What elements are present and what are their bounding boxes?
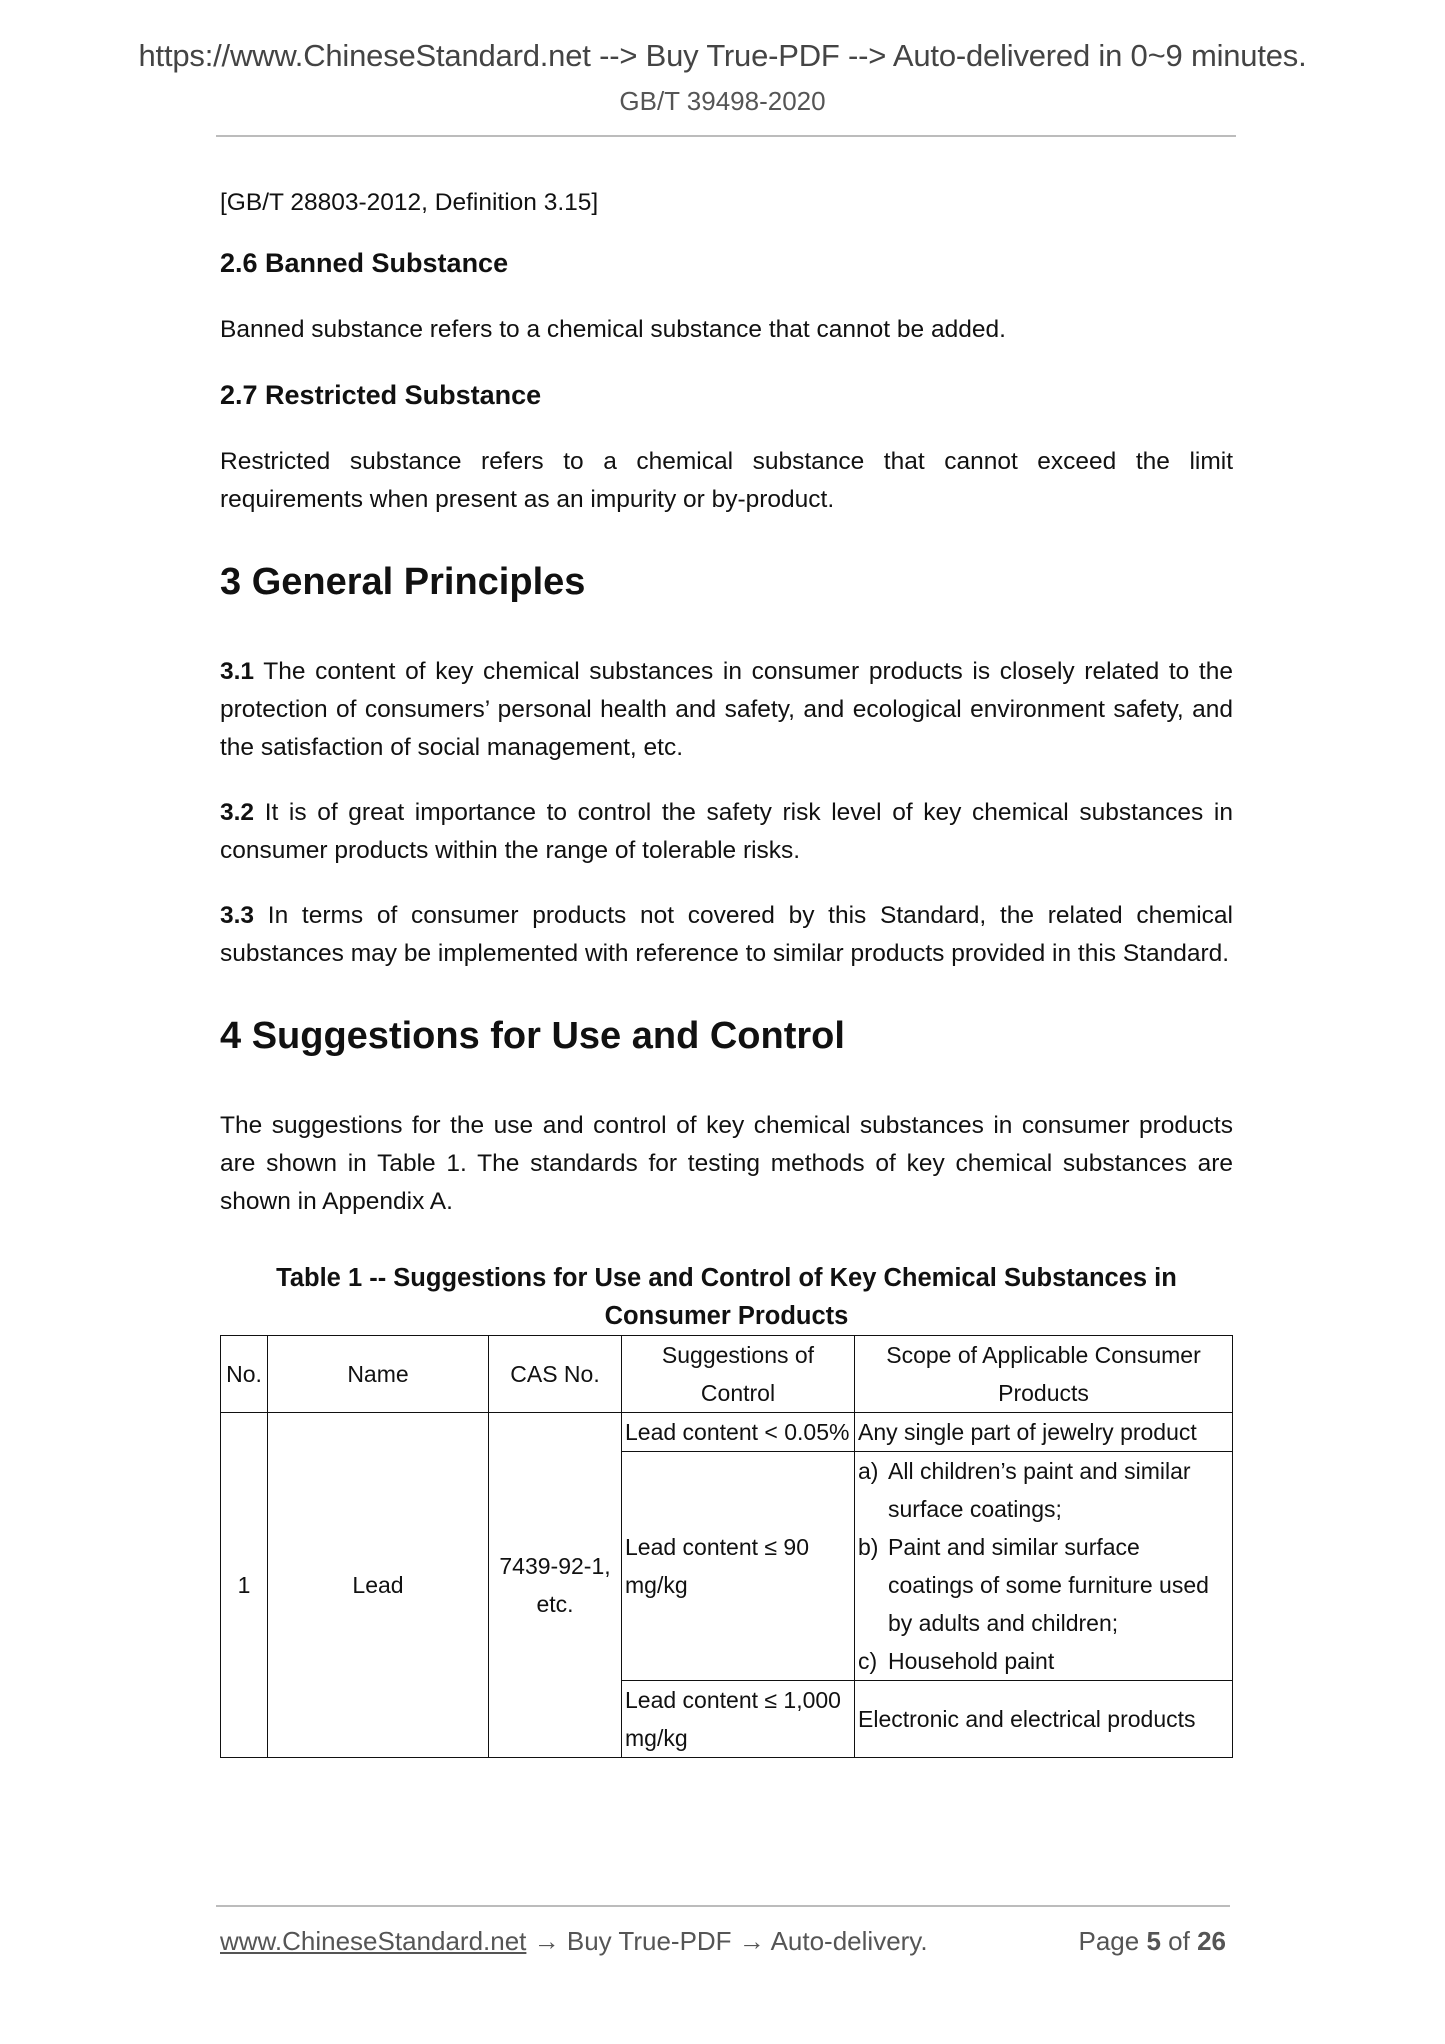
section-2-6-text: Banned substance refers to a chemical substance that cannot be added. <box>220 316 1006 343</box>
cell-cas: 7439-92-1, etc. <box>489 1413 622 1758</box>
scope-list-item <box>858 1528 1229 1642</box>
substances-table <box>220 1335 1233 1758</box>
page-footer <box>220 1926 1226 1957</box>
clause-number: 3.1 <box>220 658 255 685</box>
section-2-7-heading: 2.7 Restricted Substance <box>220 380 542 410</box>
col-header-cas: CAS No. <box>489 1336 622 1413</box>
footer-tagline: → Buy True-PDF → Auto-delivery. <box>526 1926 928 1956</box>
table-header-row <box>221 1336 1233 1413</box>
list-label: b) <box>858 1534 879 1560</box>
of-word: of <box>1168 1926 1190 1956</box>
list-text: All children’s paint and similar surface coatings; <box>888 1458 1191 1522</box>
section-3-heading: 3 General Principles <box>220 561 586 603</box>
website-link[interactable]: www.ChineseStandard.net <box>220 1926 527 1956</box>
list-label: c) <box>858 1648 878 1674</box>
col-header-no: No. <box>221 1336 268 1413</box>
clause-3-1 <box>220 653 1233 767</box>
list-label: a) <box>858 1458 879 1484</box>
section-4-text: The suggestions for the use and control of key chemical substances in consumer products are shown in Table 1. The standards for testing methods of key chemical substances are shown in Appendix A. <box>220 1112 1233 1215</box>
header-divider <box>216 135 1236 137</box>
list-text: Paint and similar surface coatings of some furniture used by adults and children; <box>888 1534 1209 1636</box>
scope-list-item <box>858 1452 1229 1528</box>
cell-suggestion: Lead content < 0.05% <box>622 1413 855 1452</box>
clause-3-2 <box>220 794 1233 870</box>
clause-3-3 <box>220 897 1233 973</box>
list-text: Household paint <box>888 1648 1055 1674</box>
section-4-heading: 4 Suggestions for Use and Control <box>220 1015 845 1057</box>
cell-no: 1 <box>221 1413 268 1758</box>
clause-text: In terms of consumer products not covered by this Standard, the related chemical substances may be implemented with reference to similar products provided in this Standard. <box>220 902 1233 967</box>
page-current: 5 <box>1146 1926 1161 1956</box>
standard-code: GB/T 39498-2020 <box>619 86 826 116</box>
page-word: Page <box>1078 1926 1140 1956</box>
col-header-scope: Scope of Applicable Consumer Products <box>855 1336 1233 1413</box>
section-2-7-text: Restricted substance refers to a chemical substance that cannot exceed the limit requirements when present as an impurity or by-product. <box>220 448 1233 513</box>
clause-number: 3.2 <box>220 799 255 826</box>
scope-list-item <box>858 1642 1229 1680</box>
cell-name: Lead <box>268 1413 489 1758</box>
document-body <box>220 184 1233 1758</box>
section-2-6-heading: 2.6 Banned Substance <box>220 248 509 278</box>
table-caption: Table 1 -- Suggestions for Use and Control of Key Chemical Substances in Consumer Products <box>276 1264 1177 1330</box>
page-total: 26 <box>1197 1926 1226 1956</box>
cell-scope: Any single part of jewelry product <box>855 1413 1233 1452</box>
col-header-suggestions: Suggestions of Control <box>622 1336 855 1413</box>
table-row <box>221 1413 1233 1452</box>
cell-scope: Electronic and electrical products <box>855 1681 1233 1758</box>
page-indicator <box>1078 1926 1226 1957</box>
footer-promo <box>220 1926 928 1957</box>
cell-suggestion: Lead content ≤ 1,000 mg/kg <box>622 1681 855 1758</box>
top-banner: https://www.ChineseStandard.net --> Buy True-PDF --> Auto-delivered in 0~9 minutes. <box>138 38 1307 73</box>
clause-text: It is of great importance to control the safety risk level of key chemical substances in consumer products within the range of tolerable risks. <box>220 799 1233 864</box>
clause-number: 3.3 <box>220 902 255 929</box>
definition-reference: [GB/T 28803-2012, Definition 3.15] <box>220 189 599 216</box>
footer-divider <box>216 1905 1230 1907</box>
cell-suggestion: Lead content ≤ 90 mg/kg <box>622 1452 855 1681</box>
col-header-name: Name <box>268 1336 489 1413</box>
clause-text: The content of key chemical substances in consumer products is closely related to the protection of consumers’ personal health and safety, and ecological environment safety, and the satisfaction of social management, etc. <box>220 658 1233 761</box>
cell-scope <box>855 1452 1233 1681</box>
